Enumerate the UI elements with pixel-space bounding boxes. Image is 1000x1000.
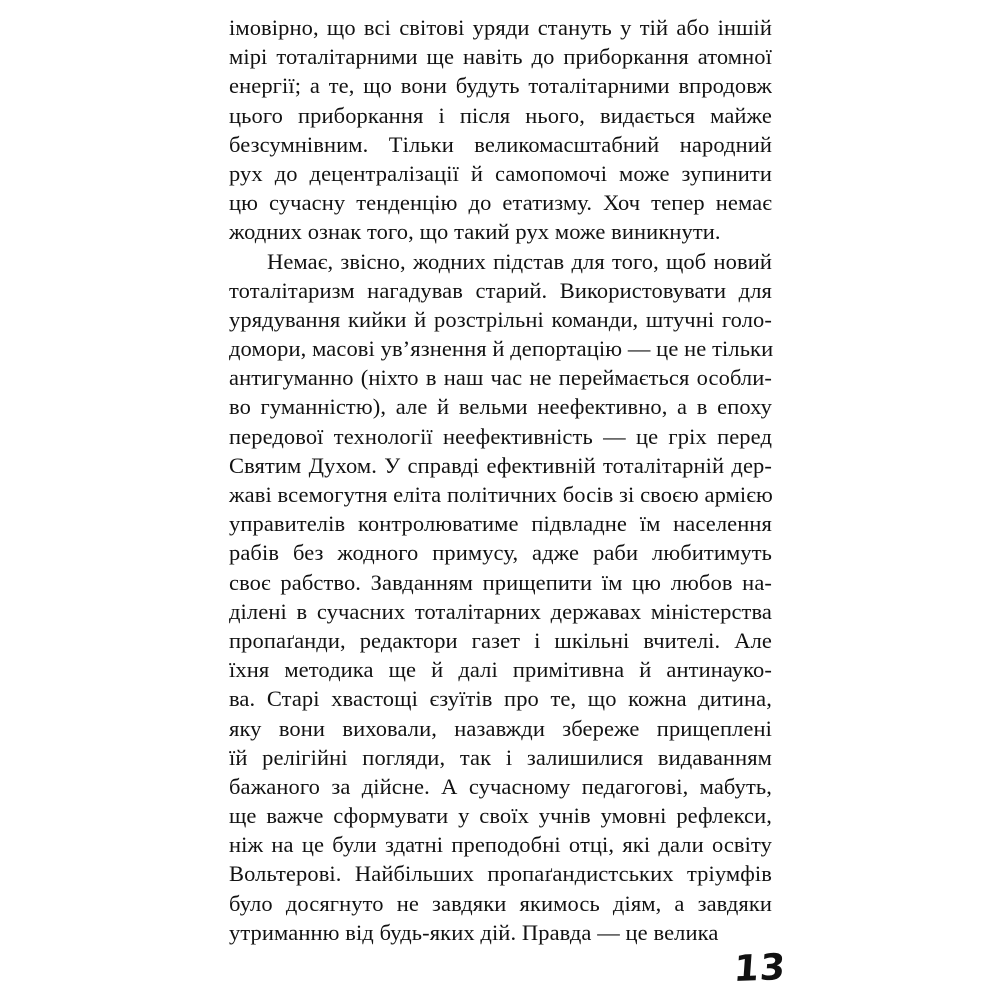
text-line: во гуманністю), але й вельми неефективно, а в епоху <box>229 394 772 420</box>
text-line: мірі тоталітарними ще навіть до приборкання атомної <box>229 44 772 70</box>
body-text <box>229 13 772 947</box>
text-line: жодних ознак того, що такий рух може виникнути. <box>229 219 721 245</box>
text-line: жаві всемогутня еліта політичних босів зі своєю армією <box>229 482 773 507</box>
text-line: рух до децентралізації й самопомочі може зупинити <box>229 160 772 186</box>
text-line: ще важче сформувати у своїх учнів умовні рефлекси, <box>229 803 772 829</box>
text-line: їй релігійні погляди, так і залишилися видаванням <box>229 744 772 770</box>
text-line: ва. Старі хвастощі єзуїтів про те, що кожна дитина, <box>229 686 772 712</box>
text-line: пропаґанди, редактори газет і шкільні вчителі. Але <box>229 627 772 653</box>
text-line: цю сучасну тенденцію до етатизму. Хоч тепер немає <box>229 190 772 216</box>
text-line: ділені в сучасних тоталітарних державах міністерства <box>229 598 772 624</box>
text-line: своє рабство. Завданням прищепити їм цю любов на- <box>229 569 772 595</box>
text-line: цього приборкання і після нього, видається майже <box>229 102 772 128</box>
text-line: їхня методика ще й далі примітивна й антинауко- <box>229 657 772 683</box>
text-line: управителів контролюватиме підвладне їм населення <box>229 511 772 537</box>
text-line: передової технології неефективність — це гріх перед <box>229 423 772 449</box>
text-line: рабів без жодного примусу, адже раби любитимуть <box>229 540 772 566</box>
text-line: було досягнуто не завдяки якимось діям, а завдяки <box>229 890 772 916</box>
text-line: Святим Духом. У справді ефективній тоталітарній дер- <box>229 452 772 478</box>
text-line: бажаного за дійсне. А сучасному педагогові, мабуть, <box>229 773 772 799</box>
text-line: енергії; а те, що вони будуть тоталітарними впродовж <box>229 73 772 99</box>
text-line: домори, масові ув’язнення й депортацію — це не тільки <box>229 336 774 362</box>
text-line: Вольтерові. Найбільших пропаґандистських тріумфів <box>229 861 772 887</box>
text-line: Немає, звісно, жодних підстав для того, щоб новий <box>267 248 772 274</box>
text-line: яку вони виховали, назавжди збереже прищеплені <box>229 715 772 741</box>
text-line: тоталітаризм нагадував старий. Використовувати для <box>229 277 772 303</box>
text-line: антигуманно (ніхто в наш час не переймається особли- <box>229 365 772 391</box>
page-number: 13 <box>732 947 788 990</box>
text-line: ніж на це були здатні преподобні отці, які дали освіту <box>229 832 772 858</box>
text-line: імовірно, що всі світові уряди стануть у тій або іншій <box>229 15 772 40</box>
text-line: безсумнівним. Тільки великомасштабний народний <box>229 131 772 157</box>
text-line: урядування кийки й розстрільні команди, штучні голо- <box>229 306 772 332</box>
text-line: утриманню від будь-яких дій. Правда — це велика <box>229 919 719 945</box>
